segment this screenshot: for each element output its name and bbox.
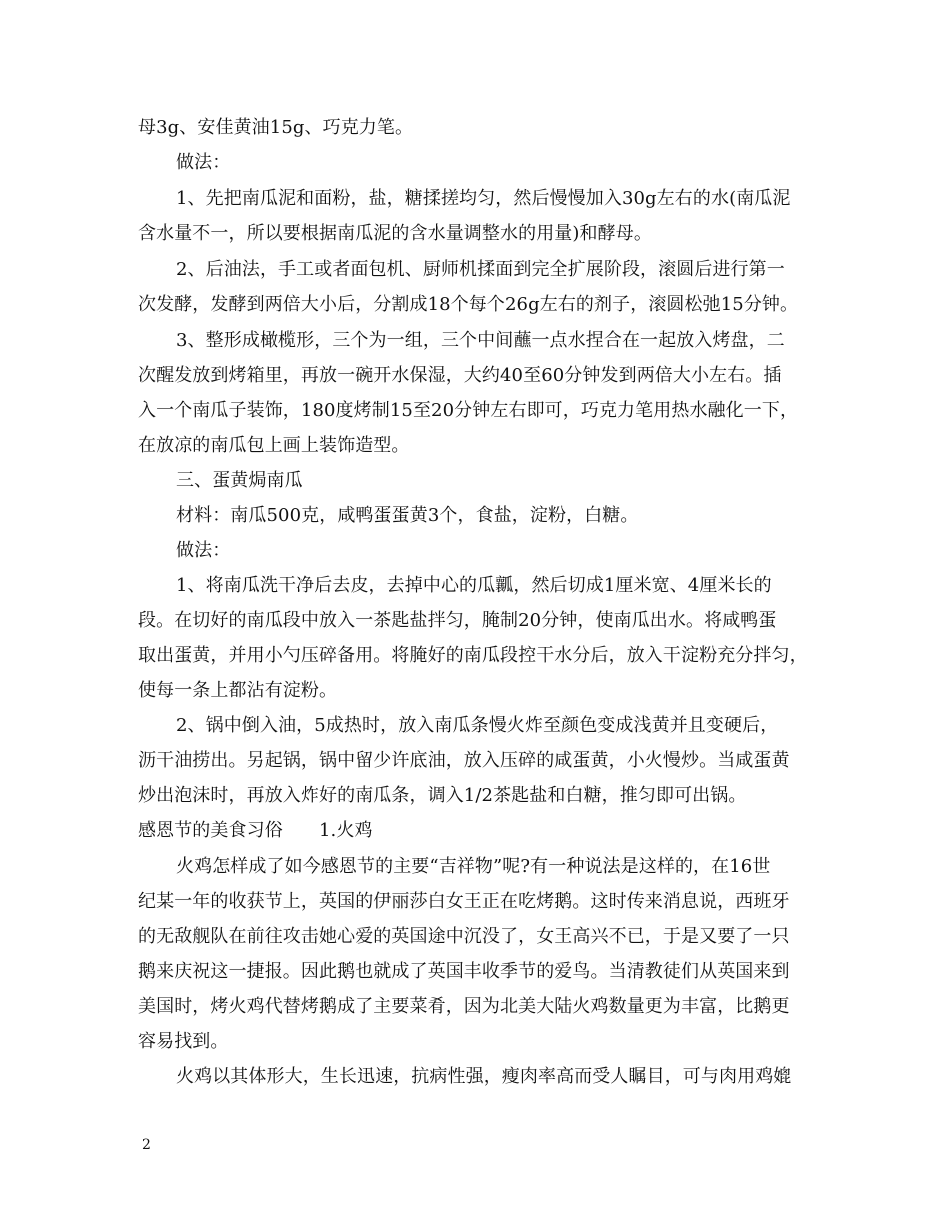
section-heading: 三、蛋黄焗南瓜: [176, 470, 303, 491]
text-line: 材料：南瓜500克，咸鸭蛋蛋黄3个，食盐，淀粉，白糖。: [176, 505, 639, 526]
text-line: 2、锅中倒入油，5成热时，放入南瓜条慢火炸至颜色变成浅黄并且变硬后，: [176, 715, 779, 736]
text-line: 3、整形成橄榄形，三个为一组，三个中间蘸一点水捏合在一起放入烤盘，二: [176, 330, 785, 351]
text-line: 使每一条上都沾有淀粉。: [138, 680, 338, 701]
text-line: 做法：: [176, 152, 231, 173]
page-number: 2: [142, 1137, 151, 1153]
section-heading: 感恩节的美食习俗 1.火鸡: [138, 820, 373, 841]
text-line: 鹅来庆祝这一捷报。因此鹅也就成了英国丰收季节的爱鸟。当清教徒们从英国来到: [138, 961, 790, 982]
text-line: 段。在切好的南瓜段中放入一茶匙盐拌匀，腌制20分钟，使南瓜出水。将咸鸭蛋: [138, 610, 777, 631]
text-line: 火鸡怎样成了如今感恩节的主要“吉祥物”呢?有一种说法是这样的，在16世: [176, 856, 771, 877]
text-line: 次醒发放到烤箱里，再放一碗开水保湿，大约40至60分钟发到两倍大小左右。插: [138, 365, 782, 386]
text-line: 2、后油法，手工或者面包机、厨师机揉面到完全扩展阶段，滚圆后进行第一: [176, 259, 785, 280]
text-line: 1、先把南瓜泥和面粉，盐，糖揉搓均匀，然后慢慢加入30g左右的水(南瓜泥: [176, 188, 791, 209]
text-line: 容易找到。: [138, 1031, 229, 1052]
text-line: 炒出泡沫时，再放入炸好的南瓜条，调入1/2茶匙盐和白糖，推匀即可出锅。: [138, 785, 747, 806]
text-line: 入一个南瓜子装饰，180度烤制15至20分钟左右即可，巧克力笔用热水融化一下，: [138, 400, 799, 421]
text-line: 1、将南瓜洗干净后去皮，去掉中心的瓜瓤，然后切成1厘米宽、4厘米长的: [176, 575, 772, 596]
text-line: 含水量不一，所以要根据南瓜泥的含水量调整水的用量)和酵母。: [138, 223, 652, 244]
text-line: 在放凉的南瓜包上画上装饰造型。: [138, 435, 410, 456]
text-line: 美国时，烤火鸡代替烤鹅成了主要菜肴，因为北美大陆火鸡数量更为丰富，比鹅更: [138, 996, 790, 1017]
text-line: 纪某一年的收获节上，英国的伊丽莎白女王正在吃烤鹅。这时传来消息说，西班牙: [138, 891, 790, 912]
text-line: 火鸡以其体形大，生长迅速，抗病性强，瘦肉率高而受人瞩目，可与肉用鸡媲: [176, 1066, 792, 1087]
text-line: 次发酵，发酵到两倍大小后，分割成18个每个26g左右的剂子，滚圆松弛15分钟。: [138, 294, 799, 315]
text-line: 的无敌舰队在前往攻击她心爱的英国途中沉没了，女王高兴不已，于是又要了一只: [138, 926, 790, 947]
text-line: 母3g、安佳黄油15g、巧克力笔。: [138, 117, 414, 138]
text-line: 取出蛋黄，并用小勺压碎备用。将腌好的南瓜段控干水分后，放入干淀粉充分拌匀，: [138, 645, 808, 666]
text-line: 沥干油捞出。另起锅，锅中留少许底油，放入压碎的咸蛋黄，小火慢炒。当咸蛋黄: [138, 750, 790, 771]
text-line: 做法：: [176, 540, 231, 561]
